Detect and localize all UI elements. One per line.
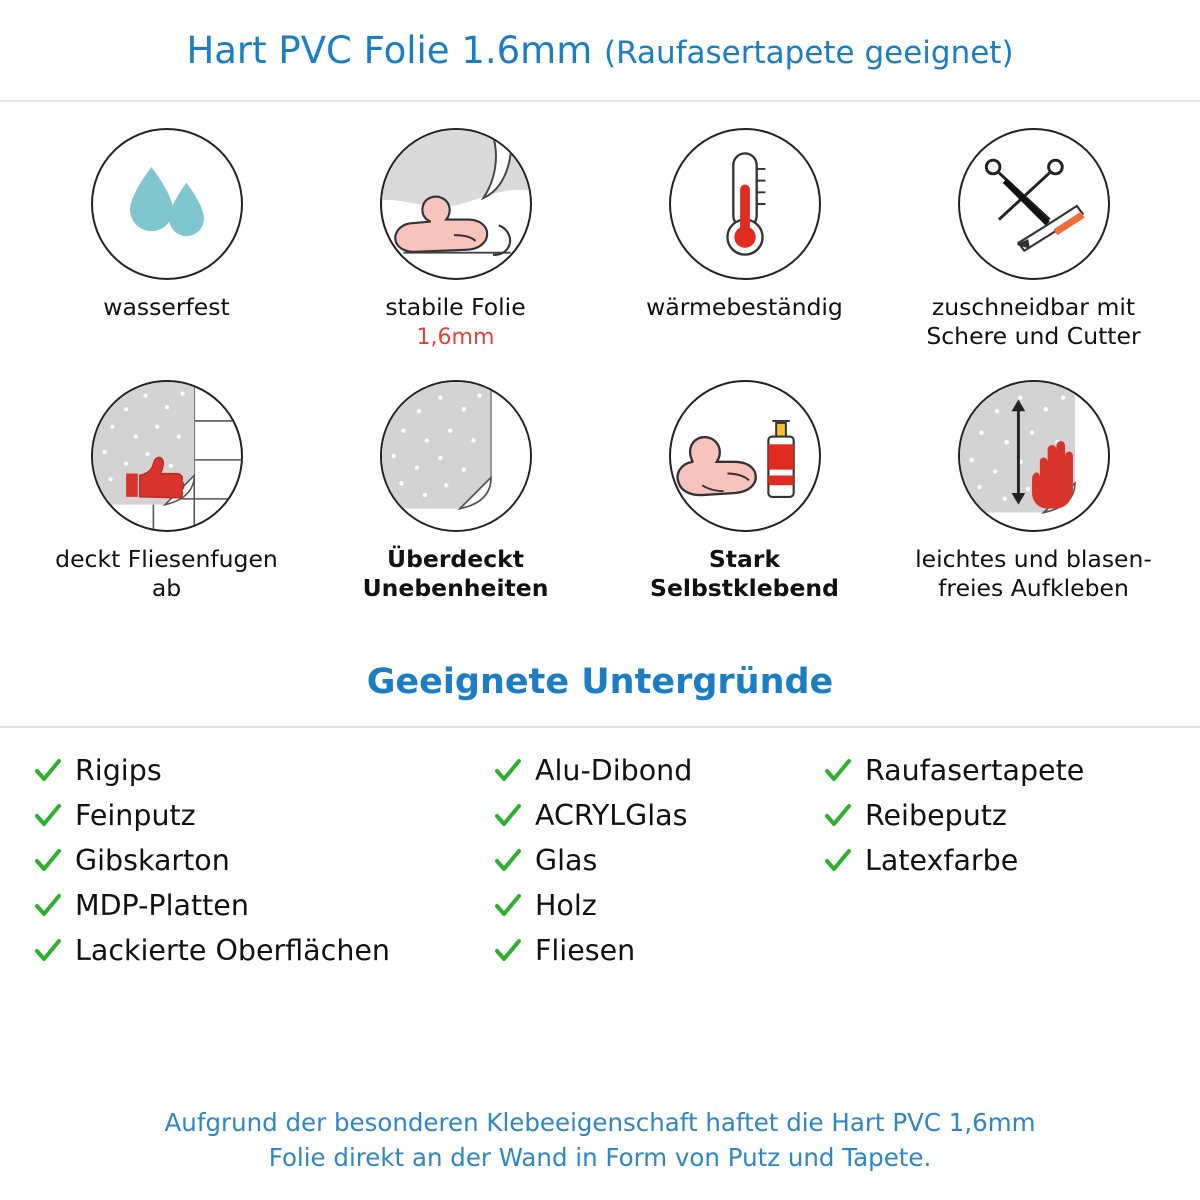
strong-arm-foil-icon xyxy=(382,130,530,278)
check-icon xyxy=(494,937,522,965)
water-drops-icon xyxy=(93,130,241,278)
checklist-column xyxy=(824,750,1166,972)
footer-note xyxy=(0,1106,1200,1176)
feature-label: wasserfest xyxy=(103,293,230,321)
feature-caption xyxy=(42,545,292,604)
feature-item xyxy=(600,380,889,632)
feature-label: zuschneidbar mit Schere und Cutter xyxy=(926,293,1141,351)
check-icon xyxy=(494,847,522,875)
check-icon xyxy=(824,757,852,785)
list-item-label: Alu-Dibond xyxy=(535,754,693,787)
check-icon xyxy=(824,802,852,830)
list-item-label: Glas xyxy=(535,844,598,877)
list-item xyxy=(494,795,824,837)
list-item xyxy=(494,885,824,927)
feature-item xyxy=(889,380,1178,632)
feature-icon-circle xyxy=(380,380,532,532)
feature-label: Überdeckt Unebenheiten xyxy=(362,545,549,603)
page-title-main: Hart PVC Folie 1.6mm xyxy=(186,28,605,72)
list-item xyxy=(494,840,824,882)
feature-item xyxy=(311,380,600,632)
feature-item xyxy=(22,128,311,380)
feature-label: wärmebeständig xyxy=(646,293,843,321)
page-header xyxy=(0,0,1200,102)
feature-label: Stark Selbstklebend xyxy=(650,545,839,603)
subsurfaces-heading-label: Geeignete Untergründe xyxy=(366,662,834,702)
feature-caption xyxy=(331,545,581,604)
feature-label: deckt Fliesenfugen ab xyxy=(55,545,278,603)
checklist-column xyxy=(34,750,494,972)
footer-line-1: Aufgrund der besonderen Klebeeigenschaft haftet die Hart PVC 1,6mm xyxy=(164,1108,1036,1138)
check-icon xyxy=(34,937,62,965)
list-item xyxy=(34,750,494,792)
feature-item xyxy=(600,128,889,380)
feature-label: stabile Folie xyxy=(385,293,526,321)
feature-sublabel: 1,6mm xyxy=(416,325,495,351)
feature-item xyxy=(22,380,311,632)
list-item-label: Lackierte Oberflächen xyxy=(75,934,390,967)
thumbs-up-tiles-icon xyxy=(93,382,241,530)
list-item xyxy=(824,840,1166,882)
list-item-label: Reibeputz xyxy=(865,799,1007,832)
check-icon xyxy=(824,847,852,875)
list-item-label: Fliesen xyxy=(535,934,636,967)
subsurfaces-checklist xyxy=(0,728,1200,972)
feature-icon-circle xyxy=(380,128,532,280)
list-item-label: Feinputz xyxy=(75,799,196,832)
list-item xyxy=(34,795,494,837)
list-item-label: Latexfarbe xyxy=(865,844,1019,877)
check-icon xyxy=(494,892,522,920)
list-item xyxy=(34,930,494,972)
feature-icon-circle xyxy=(958,380,1110,532)
list-item-label: Gibskarton xyxy=(75,844,230,877)
check-icon xyxy=(34,892,62,920)
check-icon xyxy=(34,847,62,875)
list-item xyxy=(494,750,824,792)
feature-grid xyxy=(0,102,1200,632)
feature-icon-circle xyxy=(958,128,1110,280)
feature-item xyxy=(889,128,1178,380)
arm-glue-tube-icon xyxy=(671,382,819,530)
check-icon xyxy=(34,802,62,830)
scissors-cutter-icon xyxy=(960,130,1108,278)
list-item xyxy=(34,885,494,927)
list-item xyxy=(494,930,824,972)
check-icon xyxy=(34,757,62,785)
feature-item xyxy=(311,128,600,380)
list-item xyxy=(34,840,494,882)
page-title-sub: (Raufasertapete geeignet) xyxy=(604,34,1014,71)
feature-caption xyxy=(909,545,1159,604)
feature-label: leichtes und blasen-freies Aufkleben xyxy=(915,545,1152,603)
feature-caption xyxy=(385,293,525,352)
thermometer-icon xyxy=(671,130,819,278)
list-item xyxy=(824,750,1166,792)
check-icon xyxy=(494,757,522,785)
list-item-label: Rigips xyxy=(75,754,162,787)
list-item-label: ACRYLGlas xyxy=(535,799,688,832)
footer-line-2: Folie direkt an der Wand in Form von Putz und Tapete. xyxy=(268,1143,932,1173)
feature-caption xyxy=(646,293,843,322)
list-item-label: Raufasertapete xyxy=(865,754,1085,787)
check-icon xyxy=(494,802,522,830)
list-item-label: MDP-Platten xyxy=(75,889,249,922)
feature-caption xyxy=(103,293,229,322)
page-title xyxy=(186,29,1013,72)
feature-caption xyxy=(909,293,1159,352)
subsurfaces-heading xyxy=(0,638,1200,728)
feature-caption xyxy=(620,545,870,604)
feature-icon-circle xyxy=(669,380,821,532)
foil-peel-icon xyxy=(382,382,530,530)
feature-icon-circle xyxy=(669,128,821,280)
list-item xyxy=(824,795,1166,837)
feature-icon-circle xyxy=(91,128,243,280)
checklist-column xyxy=(494,750,824,972)
list-item-label: Holz xyxy=(535,889,597,922)
hand-smoothing-icon xyxy=(960,382,1108,530)
feature-icon-circle xyxy=(91,380,243,532)
